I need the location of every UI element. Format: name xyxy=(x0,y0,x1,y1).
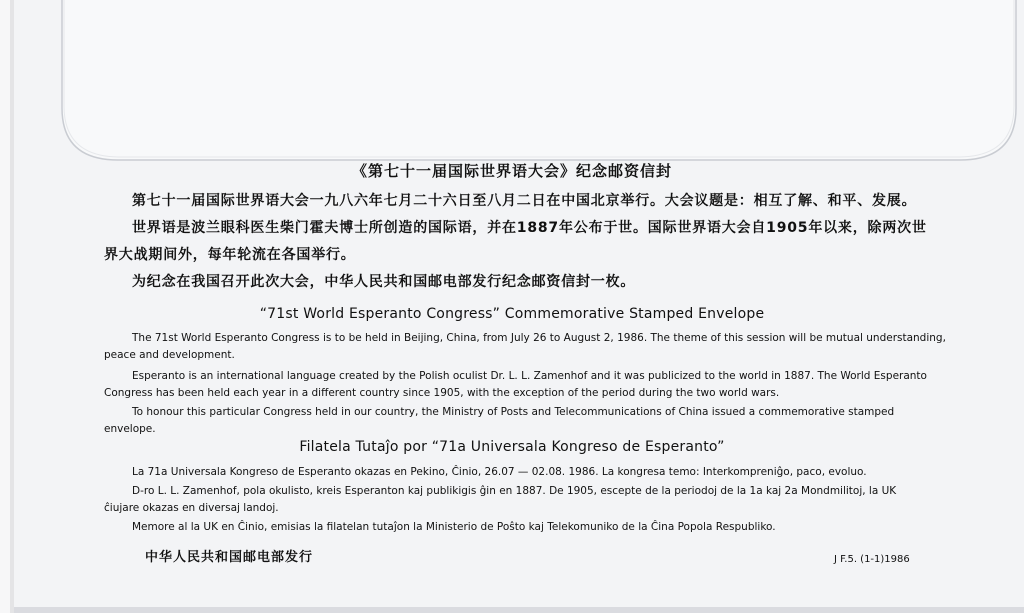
chinese-paragraph-3-text: 为纪念在我国召开此次大会，中华人民共和国邮电部发行纪念邮资信封一枚。 xyxy=(132,274,636,290)
chinese-title: 《第七十一届国际世界语大会》纪念邮资信封 xyxy=(351,162,672,180)
esperanto-paragraph-1-text: La 71a Universala Kongreso de Esperanto okazas en Pekino, Ĉinio, 26.07 — 02.08. 1986. La kongresa temo: Interkompreniĝo, paco, evoluo. xyxy=(132,466,867,478)
issuer-chinese: 中华人民共和国邮电部发行 xyxy=(145,550,314,565)
english-paragraph-3-line-1: To honour this particular Congress held in our country, the Ministry of Posts and Telecommunications of China issued a commemorative stamped xyxy=(132,406,895,418)
english-paragraph-1 xyxy=(104,330,984,364)
chinese-paragraph-2-continued xyxy=(104,243,984,268)
esperanto-paragraph-3-text: Memore al la UK en Ĉinio, emisias la filatelan tutaĵon la Ministerio de Poŝto kaj Telekomuniko de la Ĉina Popola Respubliko. xyxy=(132,521,776,533)
english-paragraph-3 xyxy=(104,404,984,438)
chinese-paragraph-2 xyxy=(104,216,984,241)
english-paragraph-2 xyxy=(104,368,984,402)
chinese-paragraph-1 xyxy=(104,189,984,214)
esperanto-paragraph-1 xyxy=(104,464,984,481)
esperanto-paragraph-2-line-1: D-ro L. L. Zamenhof, pola okulisto, kreis Esperanton kaj publikigis ĝin en 1887. De 1905, escepte de la periodoj de la 1a kaj 2a Mondmilitoj, la UK xyxy=(132,485,897,497)
english-paragraph-1-line-1: The 71st World Esperanto Congress is to be held in Beijing, China, from July 26 to August 2, 1986. The theme of this session will be mutual understanding, xyxy=(132,332,946,344)
esperanto-paragraph-2-line-2: ĉiujare okazas en diversaj landoj. xyxy=(104,502,279,514)
esperanto-title: Filatela Tutaĵo por “71a Universala Kongreso de Esperanto” xyxy=(299,439,725,455)
english-paragraph-1-line-2: peace and development. xyxy=(104,349,235,361)
chinese-paragraph-1-text: 第七十一届国际世界语大会一九八六年七月二十六日至八月二日在中国北京举行。大会议题是：相互了解、和平、发展。 xyxy=(132,193,917,209)
chinese-paragraph-3 xyxy=(104,270,984,295)
esperanto-paragraph-2 xyxy=(104,483,984,517)
english-title: “71st World Esperanto Congress” Commemorative Stamped Envelope xyxy=(259,306,765,322)
issue-code: J F.5. (1-1)1986 xyxy=(834,554,910,565)
english-paragraph-2-line-1: Esperanto is an international language created by the Polish oculist Dr. L. L. Zamenhof and it was publicized to the world in 1887. The World Esperanto xyxy=(132,370,927,382)
chinese-paragraph-2-line-1: 世界语是波兰眼科医生柴门霍夫博士所创造的国际语，并在1887年公布于世。国际世界语大会自1905年以来，除两次世 xyxy=(132,220,927,236)
chinese-paragraph-2-line-2: 界大战期间外，每年轮流在各国举行。 xyxy=(104,247,356,263)
esperanto-paragraph-3 xyxy=(104,519,984,536)
english-paragraph-3-line-2: envelope. xyxy=(104,423,156,435)
english-paragraph-2-line-2: Congress has been held each year in a different country since 1905, with the exception of the period during the two world wars. xyxy=(104,387,780,399)
